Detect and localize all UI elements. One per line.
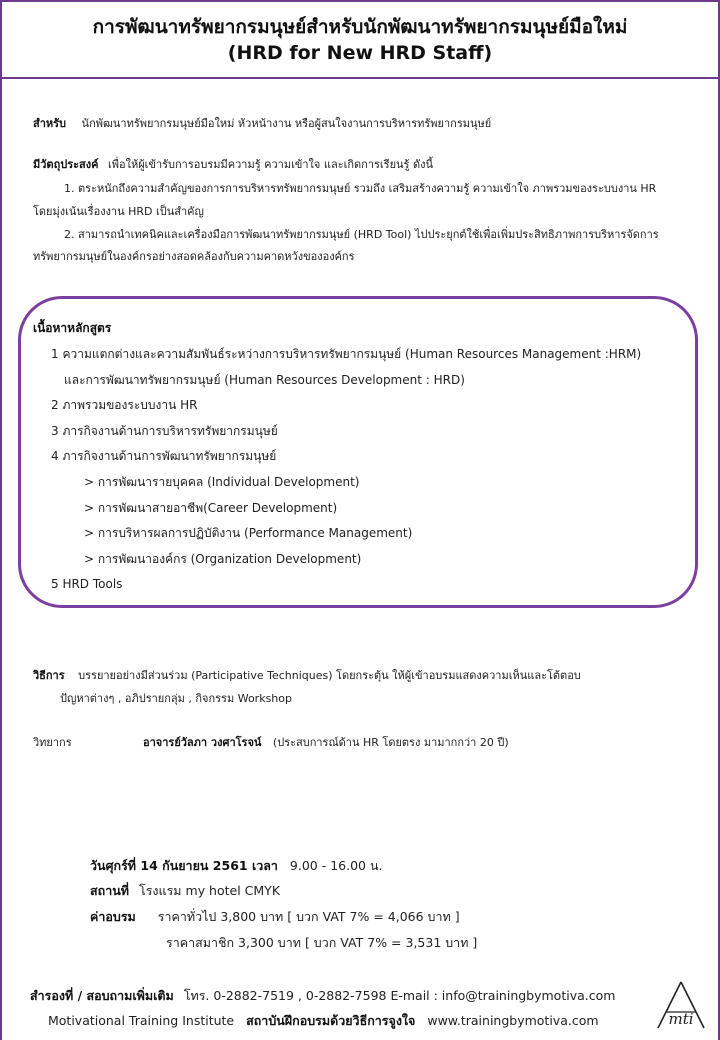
- objective-1-line-2: โดยมุ่งเน้นเรื่องงาน HRD เป็นสำคัญ: [33, 205, 204, 218]
- content-item-2: 2 ภาพรวมของระบบงาน HR: [51, 398, 198, 412]
- frame-top-border: [0, 0, 720, 2]
- content-sub-item-1: > การพัฒนารายบุคคล (Individual Development): [84, 475, 360, 489]
- fee-member: ราคาสมาชิก 3,300 บาท [ บวก VAT 7% = 3,531 บาท ]: [166, 935, 478, 950]
- content-sub-item-3: > การบริหารผลการปฏิบัติงาน (Performance Management): [84, 526, 413, 540]
- objective-2-line-1: 2. สามารถนำเทคนิคและเครื่องมือการพัฒนาทรัพยากรมนุษย์ (HRD Tool) ไปประยุกต์ใช้เพื่อเพิ่มประสิทธิภาพการบริหารจัดการ: [64, 228, 659, 241]
- title-english: (HRD for New HRD Staff): [227, 42, 493, 64]
- contact-row: [30, 986, 615, 1006]
- event-venue-row: [90, 881, 280, 901]
- content-item-1: 1 ความแตกต่างและความสัมพันธ์ระหว่างการบริหารทรัพยากรมนุษย์ (Human Resources Management :HRM): [51, 347, 642, 361]
- objectives-label: มีวัตถุประสงค์: [33, 158, 99, 171]
- objective-2-line-2: ทรัพยากรมนุษย์ในองค์กรอย่างสอดคล้องกับความคาดหวังขององค์กร: [33, 250, 355, 263]
- contact-label: สำรองที่ / สอบถามเพิ่มเติม: [30, 988, 174, 1003]
- fee-label: ค่าอบรม: [90, 909, 136, 924]
- content-heading: เนื้อหาหลักสูตร: [33, 321, 112, 335]
- fee-general: ราคาทั่วไป 3,800 บาท [ บวก VAT 7% = 4,066 บาท ]: [157, 909, 460, 924]
- audience-row: [33, 116, 491, 132]
- organization-row: [48, 1011, 599, 1031]
- website-link[interactable]: www.trainingbymotiva.com: [427, 1013, 599, 1028]
- objective-1-line-1: 1. ตระหนักถึงความสำคัญของการการบริหารทรัพยากรมนุษย์ รวมถึง เสริมสร้างความรู้ ความเข้าใจ ภาพรวมของระบบงาน HR: [64, 182, 657, 195]
- event-fee-row: [90, 907, 460, 927]
- contact-text: โทร. 0-2882-7519 , 0-2882-7598 E-mail : info@trainingbymotiva.com: [183, 988, 616, 1003]
- event-time: 9.00 - 16.00 น.: [289, 858, 383, 873]
- audience-text: นักพัฒนาทรัพยากรมนุษย์มือใหม่ หัวหน้างาน หรือผู้สนใจงานการบริหารทรัพยากรมนุษย์: [81, 117, 492, 130]
- venue-label: สถานที่: [90, 883, 130, 898]
- audience-label: สำหรับ: [33, 117, 67, 130]
- speaker-label: วิทยากร: [33, 736, 72, 749]
- speaker-row: [143, 735, 509, 751]
- method-row: [33, 668, 581, 684]
- org-thai-name: สถาบันฝึกอบรมด้วยวิธีการจูงใจ: [246, 1013, 416, 1028]
- content-sub-item-4: > การพัฒนาองค์กร (Organization Development): [84, 552, 362, 566]
- event-date: วันศุกร์ที่ 14 กันยายน 2561 เวลา: [90, 858, 278, 873]
- content-sub-item-2: > การพัฒนาสายอาชีพ(Career Development): [84, 501, 338, 515]
- objectives-intro: เพื่อให้ผู้เข้ารับการอบรมมีความรู้ ความเข้าใจ และเกิดการเรียนรู้ ดังนี้: [107, 158, 433, 171]
- mti-logo-icon: [654, 980, 708, 1030]
- objectives-row: [33, 157, 433, 173]
- logo-text: mti: [668, 1010, 694, 1028]
- org-english-name: Motivational Training Institute: [48, 1013, 235, 1028]
- frame-left-border: [0, 0, 2, 1040]
- title-thai: การพัฒนาทรัพยากรมนุษย์สำหรับนักพัฒนาทรัพยากรมนุษย์มือใหม่: [92, 16, 628, 38]
- content-item-4: 4 ภารกิจงานด้านการพัฒนาทรัพยากรมนุษย์: [51, 449, 277, 463]
- content-item-5: 5 HRD Tools: [51, 577, 123, 591]
- method-text-2: ปัญหาต่างๆ , อภิปรายกลุ่ม , กิจกรรม Workshop: [60, 692, 292, 705]
- course-title: [0, 14, 720, 66]
- method-text-1: บรรยายอย่างมีส่วนร่วม (Participative Techniques) โดยกระตุ้น ให้ผู้เข้าอบรมแสดงความเห็นและโต้ตอบ: [78, 669, 581, 682]
- speaker-desc: (ประสบการณ์ด้าน HR โดยตรง มามากกว่า 20 ปี): [272, 736, 509, 749]
- content-item-1-cont: และการพัฒนาทรัพยากรมนุษย์ (Human Resources Development : HRD): [64, 373, 465, 387]
- content-item-3: 3 ภารกิจงานด้านการบริหารทรัพยากรมนุษย์: [51, 424, 278, 438]
- method-label: วิธีการ: [33, 669, 65, 682]
- event-date-row: [90, 856, 382, 876]
- header-divider: [0, 77, 720, 79]
- venue-text: โรงแรม my hotel CMYK: [139, 883, 281, 898]
- speaker-name: อาจารย์วัลภา วงศาโรจน์: [143, 736, 262, 749]
